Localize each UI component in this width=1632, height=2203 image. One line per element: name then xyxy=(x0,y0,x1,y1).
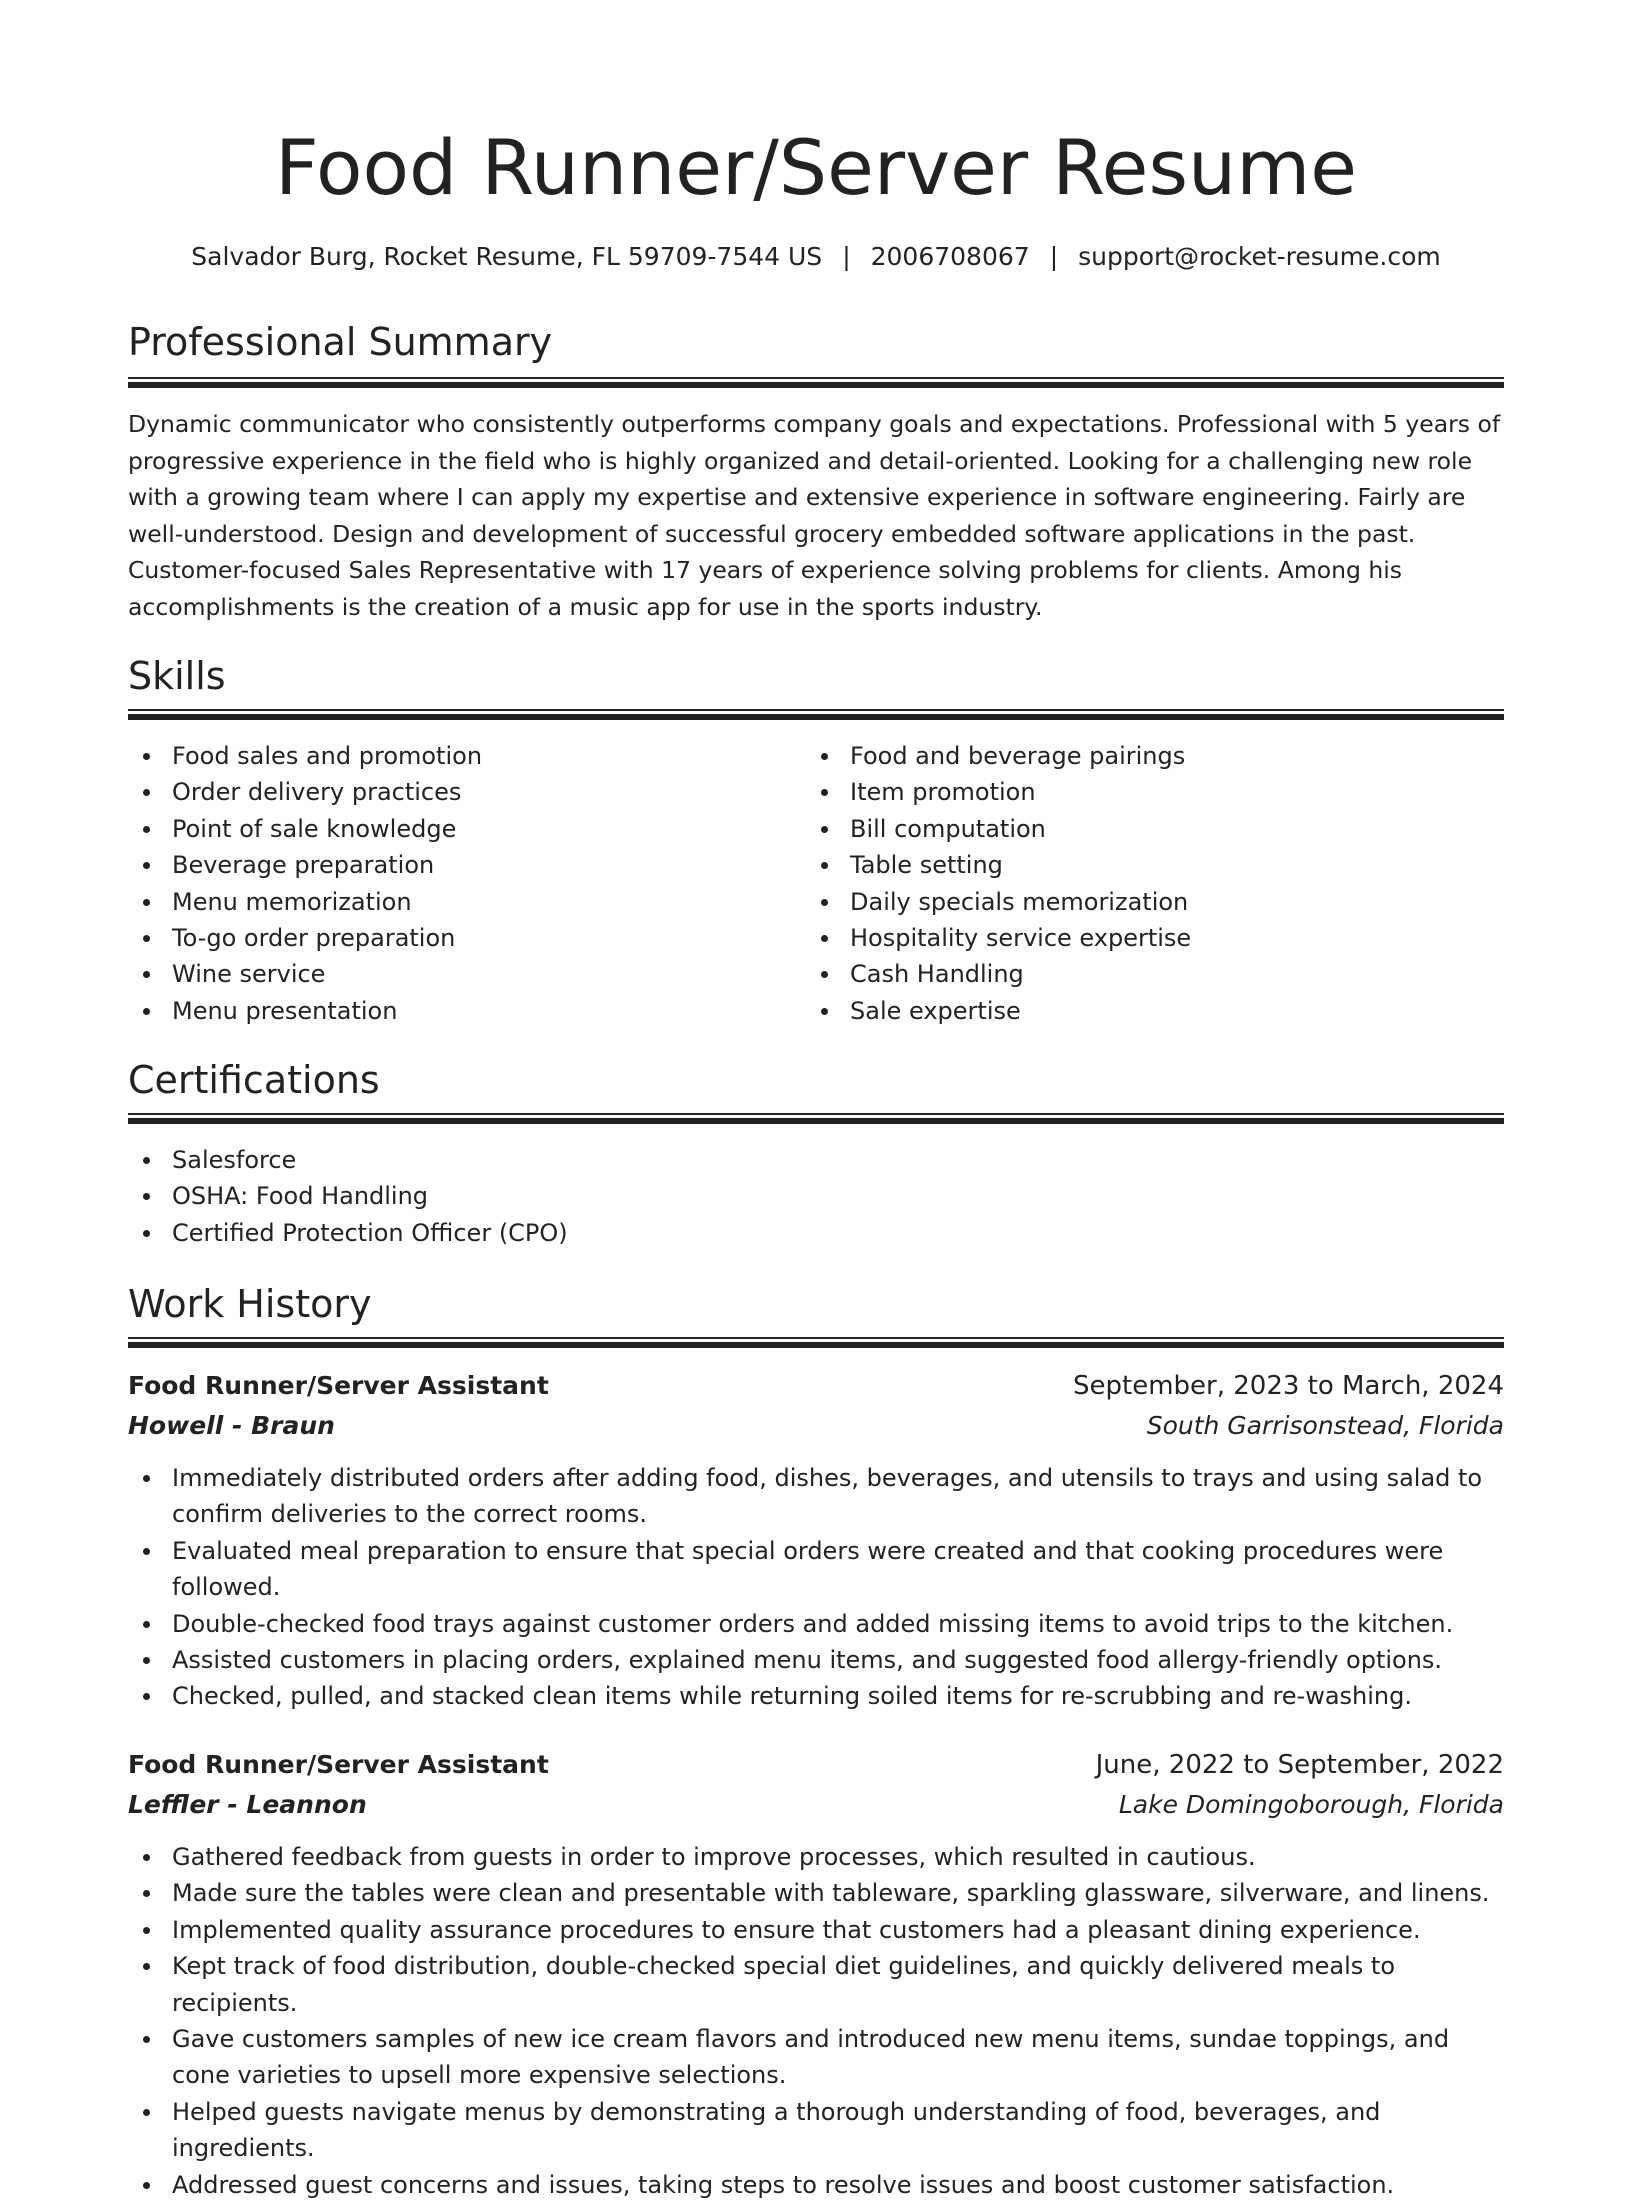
skill-item: Point of sale knowledge xyxy=(128,811,788,847)
summary-heading: Professional Summary xyxy=(128,320,553,364)
divider-thick-line xyxy=(128,1118,1504,1124)
divider-thin-line xyxy=(128,377,1504,379)
job-bullet: Made sure the tables were clean and presentable with tableware, sparkling glassware, silverware, and linens. xyxy=(128,1875,1504,1911)
job-bullet-list xyxy=(128,1460,1504,1715)
job-subheader xyxy=(128,1406,1504,1446)
skill-item: Hospitality service expertise xyxy=(806,920,1466,956)
certification-item: OSHA: Food Handling xyxy=(128,1178,1504,1214)
job-subheader xyxy=(128,1785,1504,1825)
divider-thick-line xyxy=(128,714,1504,720)
skill-item: Menu presentation xyxy=(128,993,788,1029)
certification-item: Certified Protection Officer (CPO) xyxy=(128,1215,1504,1251)
section-divider xyxy=(128,1113,1504,1125)
skill-item: Beverage preparation xyxy=(128,847,788,883)
skill-item: Sale expertise xyxy=(806,993,1466,1029)
certifications-list xyxy=(128,1142,1504,1251)
job-location: South Garrisonstead, Florida xyxy=(1146,1411,1504,1440)
skill-item: Menu memorization xyxy=(128,884,788,920)
contact-separator: | xyxy=(842,242,851,271)
skill-item: Table setting xyxy=(806,847,1466,883)
skills-heading: Skills xyxy=(128,654,226,698)
divider-thick-line xyxy=(128,382,1504,388)
section-divider xyxy=(128,1337,1504,1349)
job-bullet-list xyxy=(128,1839,1504,2203)
skill-item: Food sales and promotion xyxy=(128,738,788,774)
job-bullet: Evaluated meal preparation to ensure that special orders were created and that cooking procedures were followed. xyxy=(128,1533,1504,1606)
skills-list-right xyxy=(806,738,1466,1029)
divider-thin-line xyxy=(128,709,1504,711)
contact-line xyxy=(128,237,1504,277)
job-bullet: Helped guests navigate menus by demonstrating a thorough understanding of food, beverages, and ingredients. xyxy=(128,2094,1504,2167)
job-bullet: Immediately distributed orders after adding food, dishes, beverages, and utensils to trays and using salad to confirm deliveries to the correct rooms. xyxy=(128,1460,1504,1533)
job-bullet: Kept track of food distribution, double-checked special diet guidelines, and quickly delivered meals to recipients. xyxy=(128,1948,1504,2021)
job-title: Food Runner/Server Assistant xyxy=(128,1750,549,1779)
certification-item: Salesforce xyxy=(128,1142,1504,1178)
job-title: Food Runner/Server Assistant xyxy=(128,1371,549,1400)
job-dates: June, 2022 to September, 2022 xyxy=(1095,1750,1504,1780)
job-entry xyxy=(128,1366,1504,1715)
job-bullet: Checked, pulled, and stacked clean items while returning soiled items for re-scrubbing and re-washing. xyxy=(128,1678,1504,1714)
job-dates: September, 2023 to March, 2024 xyxy=(1073,1371,1504,1401)
certifications-heading: Certifications xyxy=(128,1058,380,1102)
divider-thick-line xyxy=(128,1342,1504,1348)
skill-item: Order delivery practices xyxy=(128,774,788,810)
skill-item: Wine service xyxy=(128,956,788,992)
work-history-heading: Work History xyxy=(128,1282,372,1326)
section-divider xyxy=(128,377,1504,389)
skill-item: Bill computation xyxy=(806,811,1466,847)
job-bullet: Double-checked food trays against customer orders and added missing items to avoid trips to the kitchen. xyxy=(128,1606,1504,1642)
job-bullet: Assisted customers in placing orders, explained menu items, and suggested food allergy-friendly options. xyxy=(128,1642,1504,1678)
summary-text: Dynamic communicator who consistently outperforms company goals and expectations. Professional with 5 years of progressive experience in the field who is highly organized and detail-oriented. Looking for a challenging new role with a growing team where I can apply my expertise and extensive experience in software engineering. Fairly are well-understood. Design and development of successful grocery embedded software applications in the past. Customer-focused Sales Representative with 17 years of experience solving problems for clients. Among his accomplishments is the creation of a music app for use in the sports industry. xyxy=(128,410,1501,621)
job-bullet: Implemented quality assurance procedures to ensure that customers had a pleasant dining experience. xyxy=(128,1912,1504,1948)
skill-item: Food and beverage pairings xyxy=(806,738,1466,774)
job-company: Leffler - Leannon xyxy=(128,1790,367,1819)
contact-address: Salvador Burg, Rocket Resume, FL 59709-7544 US xyxy=(191,242,823,271)
job-header xyxy=(128,1745,1504,1785)
divider-thin-line xyxy=(128,1113,1504,1115)
job-bullet: Gave customers samples of new ice cream flavors and introduced new menu items, sundae toppings, and cone varieties to upsell more expensive selections. xyxy=(128,2021,1504,2094)
skill-item: To-go order preparation xyxy=(128,920,788,956)
contact-phone: 2006708067 xyxy=(870,242,1030,271)
job-bullet: Addressed guest concerns and issues, taking steps to resolve issues and boost customer satisfaction. xyxy=(128,2167,1504,2203)
skill-item: Cash Handling xyxy=(806,956,1466,992)
section-divider xyxy=(128,709,1504,721)
job-entry xyxy=(128,1745,1504,2203)
contact-email: support@rocket-resume.com xyxy=(1078,242,1441,271)
job-location: Lake Domingoborough, Florida xyxy=(1118,1790,1504,1819)
skills-list-left xyxy=(128,738,788,1029)
job-header xyxy=(128,1366,1504,1406)
job-company: Howell - Braun xyxy=(128,1411,335,1440)
divider-thin-line xyxy=(128,1337,1504,1339)
resume-title: Food Runner/Server Resume xyxy=(275,123,1357,212)
skill-item: Item promotion xyxy=(806,774,1466,810)
job-bullet: Gathered feedback from guests in order to improve processes, which resulted in cautious. xyxy=(128,1839,1504,1875)
contact-separator: | xyxy=(1049,242,1059,271)
skill-item: Daily specials memorization xyxy=(806,884,1466,920)
